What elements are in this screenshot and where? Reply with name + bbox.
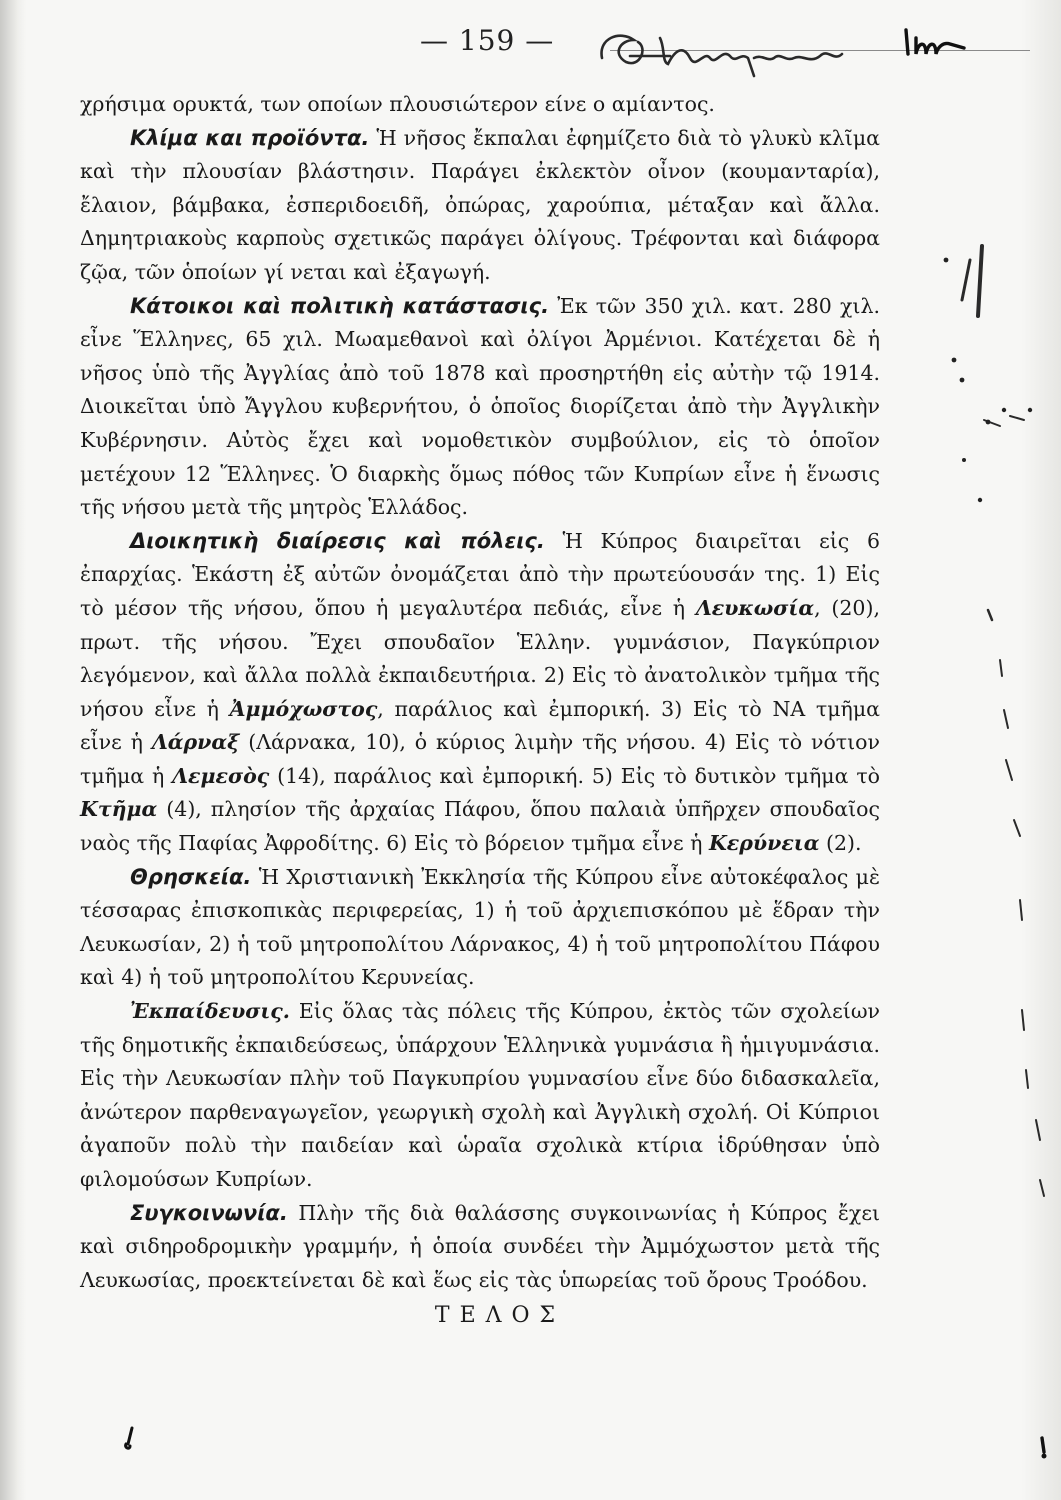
city-larnaca: Λάρναξ — [151, 730, 240, 755]
city-ktima: Κτῆμα — [80, 797, 158, 822]
paragraph-administration — [80, 525, 880, 861]
section-title-education: Ἐκπαίδευσις. — [130, 999, 290, 1024]
admin-text-g: (2). — [819, 831, 862, 856]
admin-text-a: Ἡ Κύπρος διαιρεῖται εἰς 6 ἐπαρχίας. Ἑκάστη ἐξ αὐτῶν ὀνομάζεται ἀπὸ τὴν πρωτεύουσάν της. 1) Εἰς τὸ μέσον τῆς νήσου, ὅπου ἡ μεγαλυτέρα πεδιάς, εἶνε ἡ — [80, 528, 880, 620]
admin-text-e: (14), παράλιος καὶ ἐμπορική. 5) Εἰς τὸ δυτικὸν τμῆμα τὸ — [269, 763, 880, 788]
ink-blot-mark — [122, 1426, 138, 1450]
paragraph-religion — [80, 861, 880, 995]
margin-pencil-marks — [940, 240, 1050, 1440]
end-heading: ΤΕΛΟΣ — [434, 1303, 566, 1329]
admin-text-f: (4), πλησίον τῆς ἀρχαίας Πάφου, ὅπου παλαιὰ ὑπῆρχεν σπουδαῖος ναὸς τῆς Παφίας Ἀφροδίτης. 6) Εἰς τὸ βόρειον τμῆμα εἶνε ἡ — [80, 797, 880, 856]
city-kyrenia: Κερύνεια — [708, 831, 820, 856]
paragraph-education-body: Εἰς ὅλας τὰς πόλεις τῆς Κύπρου, ἐκτὸς τῶν σχολείων τῆς δημοτικῆς ἐκπαιδεύσεως, ὑπάρχουν Ἑλληνικὰ γυμνάσια ἢ ἡμιγυμνάσια. Εἰς τὴν Λευκωσίαν πλὴν τοῦ Παγκυπρίου γυμνασίου εἶνε δύο διδασκαλεῖα, ἀνώτερον παρθεναγωγεῖον, γεωργικὴ σχολὴ καὶ Ἀγγλικὴ σχολή. Οἱ Κύπριοι ἀγαποῦν πολὺ τὴν παιδείαν καὶ ὡραῖα σχολικὰ κτίρια ἱδρύθησαν ὑπὸ φιλομούσων Κυπρίων. — [80, 999, 880, 1191]
handwritten-signature — [590, 18, 860, 88]
paragraph-transport — [80, 1197, 880, 1298]
section-title-religion: Θρησκεία. — [130, 864, 252, 889]
paragraph-education — [80, 995, 880, 1197]
paragraph-religion-body: Ἡ Χριστιανικὴ Ἐκκλησία τῆς Κύπρου εἶνε αὐτοκέφαλος μὲ τέσσαρας ἐπισκοπικὰς περιφερείας, 1) ἡ τοῦ ἀρχιεπισκόπου μὲ ἕδραν τὴν Λευκωσίαν, 2) ἡ τοῦ μητροπολίτου Λάρνακος, 4) ἡ τοῦ μητροπολίτου Πάφου καὶ 4) ἡ τοῦ μητροπολίτου Κερυνείας. — [80, 864, 880, 990]
section-title-population: Κάτοικοι καὶ πολιτικὴ κατάστασις. — [130, 293, 550, 318]
paragraph-climate — [80, 122, 880, 290]
admin-text-c: , παράλιος καὶ ἐμπορική. 3) Εἰς τὸ ΝΑ τμῆμα εἶνε ἡ — [80, 696, 880, 755]
paragraph-population-body: Ἐκ τῶν 350 χιλ. κατ. 280 χιλ. εἶνε Ἕλληνες, 65 χιλ. Μωαμεθανοὶ καὶ ὀλίγοι Ἀρμένιοι. Κατέχεται δὲ ἡ νῆσος ὑπὸ τῆς Ἀγγλίας ἀπὸ τοῦ 1878 καὶ προσηρτήθη εἰς αὐτὴν τῷ 1914. Διοικεῖται ὑπὸ Ἄγγλου κυβερνήτου, ὁ ὁποῖος διορίζεται ἀπὸ τὴν Ἀγγλικὴν Κυβέρνησιν. Αὐτὸς ἔχει καὶ νομοθετικὸν συμβούλιον, εἰς τὸ ὁποῖον μετέχουν 12 Ἕλληνες. Ὁ διαρκὴς ὅμως πόθος τῶν Κυπρίων εἶνε ἡ ἕνωσις τῆς νήσου μετὰ τῆς μητρὸς Ἑλλάδος. — [80, 293, 880, 520]
city-nicosia: Λευκωσία — [695, 595, 815, 620]
paragraph-climate-body: Ἡ νῆσος ἔκπαλαι ἐφημίζετο διὰ τὸ γλυκὺ κλῖμα καὶ τὴν πλουσίαν βλάστησιν. Παράγει ἐκλεκτὸν οἶνον (κουμανταρία), ἔλαιον, βάμβακα, ἐσπεριδοειδῆ, ὀπώρας, χαρούπια, μέταξαν καὶ ἄλλα. Δημητριακοὺς καρποὺς σχετικῶς παράγει ὀλίγους. Τρέφονται καὶ διάφορα ζῷα, τῶν ὁποίων γί νεται καὶ ἐξαγωγή. — [80, 125, 880, 284]
paragraph-population — [80, 290, 880, 525]
admin-text-b: , (20), πρωτ. τῆς νήσου. Ἔχει σπουδαῖον Ἑλλην. γυμνάσιον, Παγκύπριον λεγόμενον, καὶ ἄλλα πολλὰ ἐκπαιδευτήρια. 2) Εἰς τὸ ἀνατολικὸν τμῆμα τῆς νήσου εἶνε ἡ — [80, 595, 880, 721]
page-body — [80, 88, 880, 1333]
page-header — [0, 18, 1061, 78]
edge-ink-mark — [1036, 1436, 1050, 1460]
paragraph-minerals: χρήσιμα ορυκτά, των οποίων πλουσιώτερον είνε ο αμίαντος. — [80, 92, 715, 116]
page-number: — 159 — — [420, 24, 555, 57]
page-shadow-left — [0, 0, 26, 1500]
section-title-climate: Κλίμα και προϊόντα. — [130, 125, 370, 150]
city-famagusta: Ἀμμόχωστος — [229, 696, 378, 721]
admin-text-d: (Λάρνακα, 10), ὁ κύριος λιμὴν τῆς νήσου. 4) Εἰς τὸ νότιον τμῆμα ἡ — [80, 730, 880, 788]
paragraph-transport-body: Πλὴν τῆς διὰ θαλάσσης συγκοινωνίας ἡ Κύπρος ἔχει καὶ σιδηροδρομικὴν γραμμήν, ἡ ὁποία συνδέει τὴν Ἀμμόχωστον μετὰ τῆς Λευκωσίας, προεκτείνεται δὲ καὶ ἕως εἰς τὰς ὑπωρείας τοῦ ὄρους Τροόδου. — [80, 1200, 880, 1292]
section-title-administration: Διοικητικὴ διαίρεσις καὶ πόλεις. — [130, 528, 545, 553]
section-title-transport: Συγκοινωνία. — [130, 1200, 288, 1225]
corner-handwritten-mark — [900, 24, 970, 64]
city-limassol: Λεμεσὸς — [172, 763, 270, 788]
